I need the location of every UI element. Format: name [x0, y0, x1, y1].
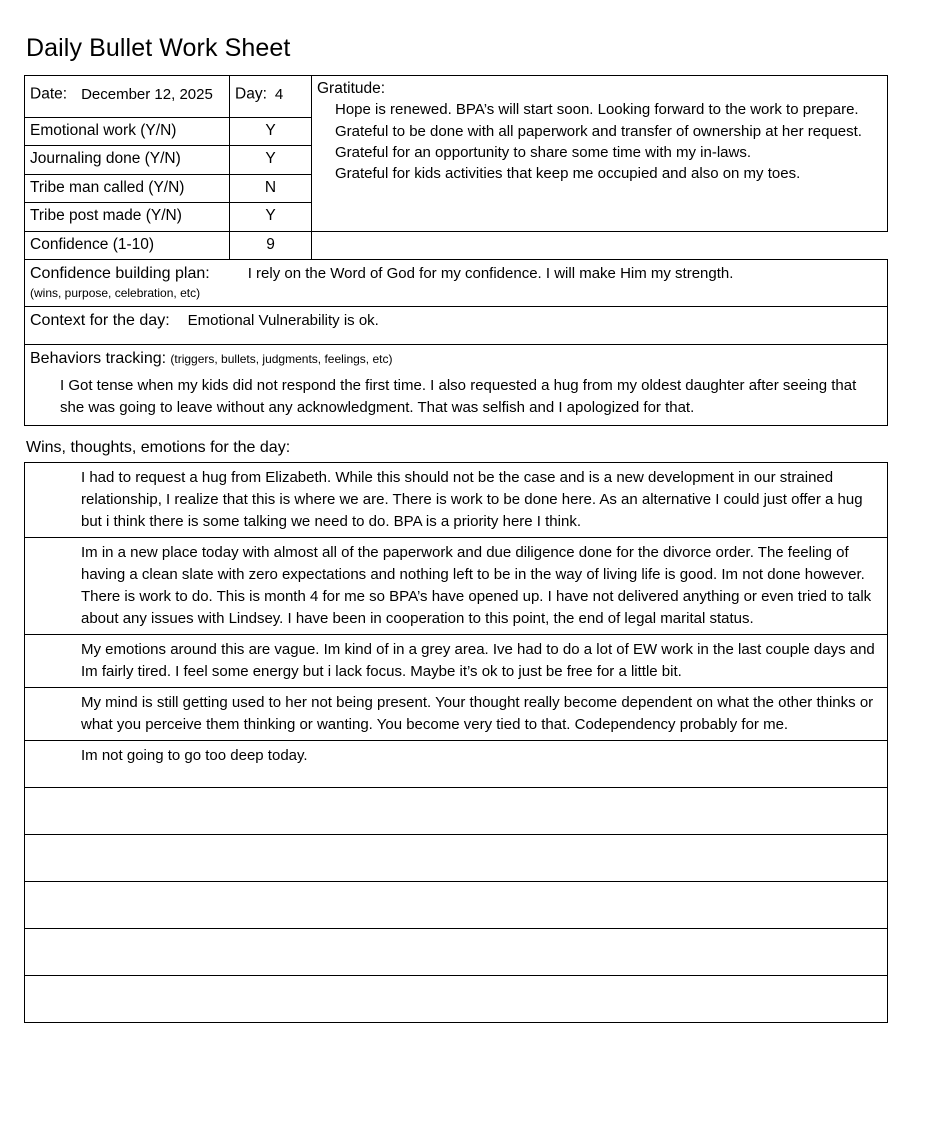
table-row-confidence-plan — [25, 260, 888, 306]
wins-row — [25, 634, 888, 687]
gratitude-line: Hope is renewed. BPA’s will start soon. Looking forward to the work to prepare. — [335, 101, 859, 119]
day-value[interactable]: 4 — [274, 86, 284, 103]
gratitude-line: Grateful for an opportunity to share some time with my in-laws. — [335, 144, 752, 162]
wins-row — [25, 462, 888, 537]
gratitude-text[interactable] — [317, 99, 882, 184]
gratitude-label: Gratitude: — [317, 80, 386, 97]
behaviors-sublabel: (triggers, bullets, judgments, feelings, etc) — [170, 351, 393, 366]
wins-empty-cell[interactable] — [25, 835, 888, 882]
wins-entry-cell[interactable] — [25, 687, 888, 740]
wins-entry-cell[interactable] — [25, 462, 888, 537]
emotional-work-value[interactable]: Y — [230, 118, 312, 146]
confidence-label: Confidence (1-10) — [25, 231, 230, 259]
worksheet-table — [24, 75, 888, 426]
wins-row — [25, 835, 888, 882]
wins-row — [25, 537, 888, 634]
confidence-plan-sublabel: (wins, purpose, celebration, etc) — [30, 285, 201, 300]
wins-row — [25, 687, 888, 740]
wins-empty-cell[interactable] — [25, 929, 888, 976]
date-cell — [25, 76, 230, 118]
tribe-post-made-label: Tribe post made (Y/N) — [25, 203, 230, 231]
confidence-plan-value[interactable]: I rely on the Word of God for my confidence. I will make Him my strength. — [247, 265, 734, 283]
emotional-work-label: Emotional work (Y/N) — [25, 118, 230, 146]
wins-entry-cell[interactable] — [25, 634, 888, 687]
wins-row — [25, 882, 888, 929]
journaling-value[interactable]: Y — [230, 146, 312, 174]
confidence-plan-label: Confidence building plan: — [30, 265, 210, 283]
context-label: Context for the day: — [30, 311, 170, 329]
gratitude-cell — [312, 76, 888, 232]
confidence-plan-cell — [25, 260, 888, 306]
context-value[interactable]: Emotional Vulnerability is ok. — [187, 311, 379, 329]
wins-entry-text: My mind is still getting used to her not being present. Your thought really become dependent on what the other thinks or what you perceive them thinking or wanting. You become very tied to that. Codependency probably for me. — [81, 693, 874, 733]
wins-row — [25, 929, 888, 976]
table-row-confidence — [25, 231, 888, 259]
wins-entry-text: Im in a new place today with almost all of the paperwork and due diligence done for the divorce order. The feeling of having a clean slate with zero expectations and nothing left to be in the way of living life is good. Im not done however. There is work to do. This is month 4 for me so BPA’s have opened up. I have not delivered anything or even tried to talk about any issues with Lindsey. I have been in cooperation to this point, the end of legal marital status. — [81, 543, 872, 627]
gratitude-line: Grateful for kids activities that keep me occupied and also on my toes. — [335, 165, 801, 183]
wins-row — [25, 976, 888, 1023]
tribe-man-called-value[interactable]: N — [230, 174, 312, 202]
table-row-header — [25, 76, 888, 118]
behaviors-value[interactable]: I Got tense when my kids did not respond the first time. I also requested a hug from my oldest daughter after seeing that she was going to leave without any acknowledgment. That was selfish and I apologized for that. — [60, 377, 857, 416]
behaviors-label: Behaviors tracking: — [30, 349, 167, 367]
wins-entry-cell[interactable] — [25, 741, 888, 788]
table-row-context — [25, 306, 888, 344]
day-label: Day: — [235, 85, 267, 103]
wins-row — [25, 741, 888, 788]
table-row-behaviors — [25, 344, 888, 425]
context-cell — [25, 306, 888, 344]
wins-entry-text: I had to request a hug from Elizabeth. While this should not be the case and is a new development in our strained relationship, I realize that this is where we are. There is work to be done here. As an alternative I could just offer a hug but i think there is some talking we need to do. BPA is a priority here I think. — [81, 468, 863, 530]
wins-empty-cell[interactable] — [25, 976, 888, 1023]
tribe-man-called-label: Tribe man called (Y/N) — [25, 174, 230, 202]
gratitude-line: Grateful to be done with all paperwork and transfer of ownership at her request. — [335, 122, 862, 140]
wins-empty-cell[interactable] — [25, 882, 888, 929]
wins-empty-cell[interactable] — [25, 788, 888, 835]
day-cell — [230, 76, 312, 118]
date-value[interactable]: December 12, 2025 — [81, 86, 213, 103]
wins-heading: Wins, thoughts, emotions for the day: — [26, 438, 291, 456]
wins-row — [25, 788, 888, 835]
wins-entry-text: Im not going to go too deep today. — [81, 747, 308, 765]
date-label: Date: — [30, 85, 68, 103]
journaling-label: Journaling done (Y/N) — [25, 146, 230, 174]
tribe-post-made-value[interactable]: Y — [230, 203, 312, 231]
confidence-value[interactable]: 9 — [230, 231, 312, 259]
wins-entry-cell[interactable] — [25, 537, 888, 634]
wins-entry-text: My emotions around this are vague. Im kind of in a grey area. Ive had to do a lot of EW work in the last couple days and Im fairly tired. I feel some energy but i lack focus. Maybe it’s ok to just be free for a little bit. — [81, 640, 875, 680]
behaviors-cell — [25, 344, 888, 425]
wins-table — [24, 462, 888, 1024]
page-title: Daily Bullet Work Sheet — [26, 34, 291, 62]
